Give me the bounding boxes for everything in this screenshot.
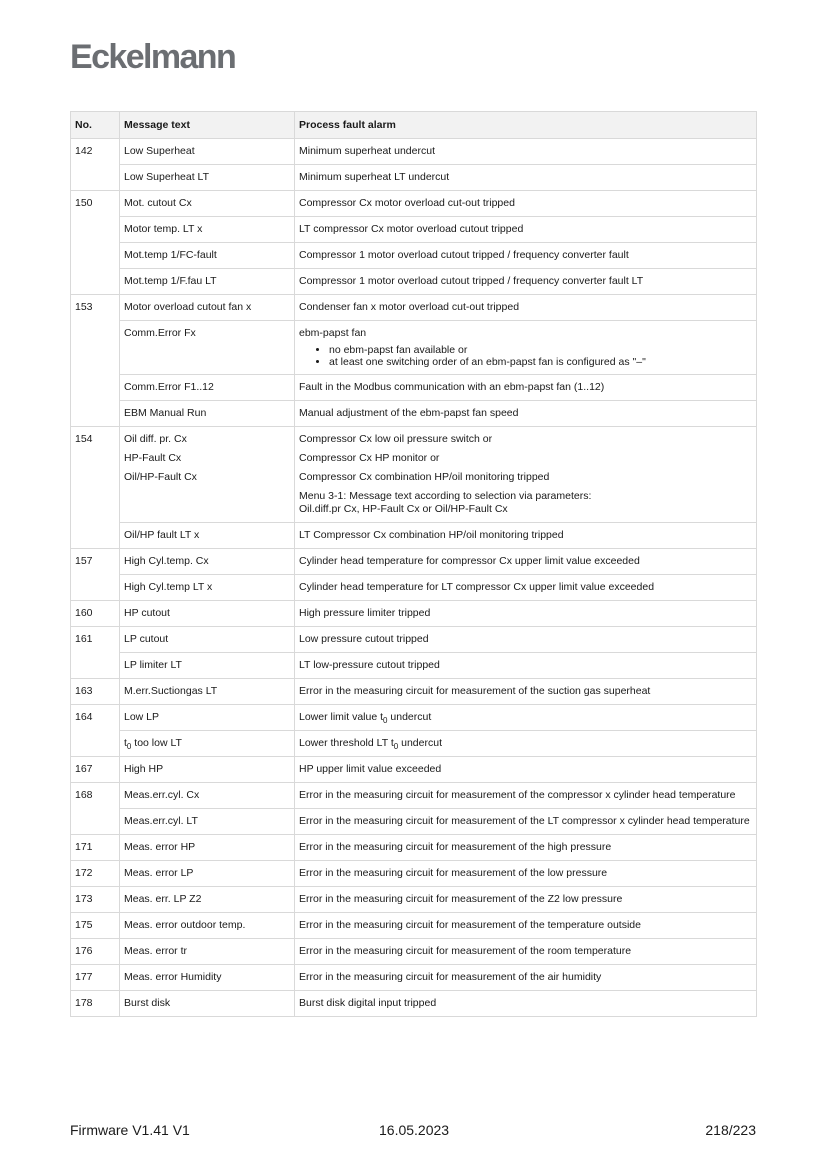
table-row [71,601,757,627]
msg-text: t [124,737,127,749]
msg-text: too low LT [131,737,182,749]
alarm-description: Compressor 1 motor overload cutout tripped / frequency converter fault LT [295,269,757,295]
note-line: Menu 3-1: Message text according to selection via parameters: [299,490,592,502]
alarm-description [295,321,757,375]
table-row [71,653,757,679]
table-row [71,783,757,809]
message-text: Meas. error Humidity [120,965,295,991]
table-row [71,731,757,757]
message-text-stack [124,433,290,484]
alarm-description-line: Compressor Cx combination HP/oil monitoring tripped [299,471,550,483]
alarm-number: 173 [71,887,120,913]
alarm-description [295,731,757,757]
alarm-description: LT compressor Cx motor overload cutout tripped [295,217,757,243]
table-row [71,321,757,375]
message-text: Meas.err.cyl. Cx [120,783,295,809]
message-text: High Cyl.temp LT x [120,575,295,601]
table-row [71,139,757,165]
alarm-number: 177 [71,965,120,991]
alarm-description-note [299,490,752,516]
alarm-description [295,705,757,731]
list-item: • at least one switching order of an ebm-papst fan is configured as "–" [329,356,752,368]
message-text: Meas. error LP [120,861,295,887]
alarm-number: 175 [71,913,120,939]
desc-text: Lower threshold LT t [299,737,394,749]
alarm-description: Condenser fan x motor overload cut-out tripped [295,295,757,321]
column-header-process-fault-alarm: Process fault alarm [295,112,757,139]
alarm-description: Error in the measuring circuit for measurement of the suction gas superheat [295,679,757,705]
alarm-description-stack [299,433,752,516]
table-row [71,575,757,601]
alarm-number: 176 [71,939,120,965]
alarm-description: LT low-pressure cutout tripped [295,653,757,679]
message-text-line: Oil diff. pr. Cx [124,433,187,445]
message-text: LP cutout [120,627,295,653]
alarm-description: Burst disk digital input tripped [295,991,757,1017]
alarm-number: 178 [71,991,120,1017]
message-text: Oil/HP fault LT x [120,523,295,549]
note-line: Oil.diff.pr Cx, HP-Fault Cx or Oil/HP-Fault Cx [299,503,508,515]
alarm-description: Error in the measuring circuit for measurement of the room temperature [295,939,757,965]
message-text: High Cyl.temp. Cx [120,549,295,575]
alarm-description: Minimum superheat LT undercut [295,165,757,191]
subscript: 0 [393,742,399,751]
alarm-number: 160 [71,601,120,627]
message-text: Motor overload cutout fan x [120,295,295,321]
message-text: Meas. err. LP Z2 [120,887,295,913]
message-text: M.err.Suctiongas LT [120,679,295,705]
message-text: Comm.Error F1..12 [120,375,295,401]
alarm-description: HP upper limit value exceeded [295,757,757,783]
message-text: LP limiter LT [120,653,295,679]
message-text: Mot. cutout Cx [120,191,295,217]
footer-firmware-version: Firmware V1.41 V1 [70,1122,190,1138]
alarm-description: Compressor 1 motor overload cutout tripped / frequency converter fault [295,243,757,269]
table-row [71,861,757,887]
message-text: Meas.err.cyl. LT [120,809,295,835]
alarm-description: Cylinder head temperature for compressor Cx upper limit value exceeded [295,549,757,575]
alarm-description: Low pressure cutout tripped [295,627,757,653]
table-row [71,887,757,913]
message-text: Meas. error outdoor temp. [120,913,295,939]
alarm-description: LT Compressor Cx combination HP/oil monitoring tripped [295,523,757,549]
message-text: Low Superheat [120,139,295,165]
message-text: Low LP [120,705,295,731]
message-text: Mot.temp 1/FC-fault [120,243,295,269]
alarm-number: 168 [71,783,120,835]
list-item: • no ebm-papst fan available or [329,344,752,356]
alarm-description: Manual adjustment of the ebm-papst fan speed [295,401,757,427]
alarm-description [295,427,757,523]
table-row [71,269,757,295]
message-text: Comm.Error Fx [120,321,295,375]
subscript: 0 [383,716,388,725]
alarm-number: 142 [71,139,120,191]
alarm-description-line: Compressor Cx low oil pressure switch or [299,433,493,445]
alarm-description: Error in the measuring circuit for measurement of the Z2 low pressure [295,887,757,913]
alarm-number: 157 [71,549,120,601]
alarm-description: High pressure limiter tripped [295,601,757,627]
alarm-description: Error in the measuring circuit for measurement of the air humidity [295,965,757,991]
table-header-row [71,112,757,139]
message-text: Motor temp. LT x [120,217,295,243]
message-text: EBM Manual Run [120,401,295,427]
message-text-line: Oil/HP-Fault Cx [124,471,197,483]
alarm-number: 172 [71,861,120,887]
table-row [71,705,757,731]
alarm-number: 167 [71,757,120,783]
alarm-number: 171 [71,835,120,861]
message-text [120,731,295,757]
alarm-description-text: ebm-papst fan [299,327,367,339]
table-row [71,375,757,401]
column-header-message-text: Message text [120,112,295,139]
table-row [71,835,757,861]
alarm-number: 161 [71,627,120,679]
alarm-description: Error in the measuring circuit for measurement of the temperature outside [295,913,757,939]
footer-page-number: 218/223 [705,1122,756,1138]
table-row [71,549,757,575]
desc-text: undercut [387,711,432,723]
message-text: Meas. error HP [120,835,295,861]
message-text: Burst disk [120,991,295,1017]
column-header-no: No. [71,112,120,139]
table-row [71,809,757,835]
desc-text: Lower limit value t [299,711,384,723]
process-fault-alarm-table [70,111,757,1017]
table-row [71,965,757,991]
table-row [71,913,757,939]
desc-text: undercut [398,737,442,749]
message-text [120,427,295,523]
alarm-number: 150 [71,191,120,295]
table-row [71,165,757,191]
message-text-line: HP-Fault Cx [124,452,182,464]
footer-date: 16.05.2023 [379,1122,450,1138]
table-row [71,679,757,705]
alarm-description: Error in the measuring circuit for measurement of the low pressure [295,861,757,887]
alarm-description: Cylinder head temperature for LT compressor Cx upper limit value exceeded [295,575,757,601]
table-row [71,991,757,1017]
bullet-list [299,344,752,368]
table-row [71,939,757,965]
message-text: HP cutout [120,601,295,627]
table-row [71,295,757,321]
alarm-description: Error in the measuring circuit for measurement of the LT compressor x cylinder head temperature [295,809,757,835]
table-row [71,217,757,243]
alarm-description: Compressor Cx motor overload cut-out tripped [295,191,757,217]
alarm-description: Fault in the Modbus communication with an ebm-papst fan (1..12) [295,375,757,401]
alarm-number: 153 [71,295,120,427]
message-text: Low Superheat LT [120,165,295,191]
table-row [71,243,757,269]
alarm-description: Error in the measuring circuit for measurement of the high pressure [295,835,757,861]
table-row [71,191,757,217]
table-row [71,627,757,653]
alarm-number: 163 [71,679,120,705]
message-text: High HP [120,757,295,783]
alarm-description: Minimum superheat undercut [295,139,757,165]
table-row [71,427,757,523]
alarm-number: 154 [71,427,120,549]
alarm-description: Error in the measuring circuit for measurement of the compressor x cylinder head temperature [295,783,757,809]
table-row [71,401,757,427]
message-text: Meas. error tr [120,939,295,965]
eckelmann-logo: Eckelmann [70,38,236,76]
message-text: Mot.temp 1/F.fau LT [120,269,295,295]
table-row [71,757,757,783]
subscript: 0 [126,742,132,751]
table-row [71,523,757,549]
alarm-number: 164 [71,705,120,757]
alarm-description-line: Compressor Cx HP monitor or [299,452,440,464]
